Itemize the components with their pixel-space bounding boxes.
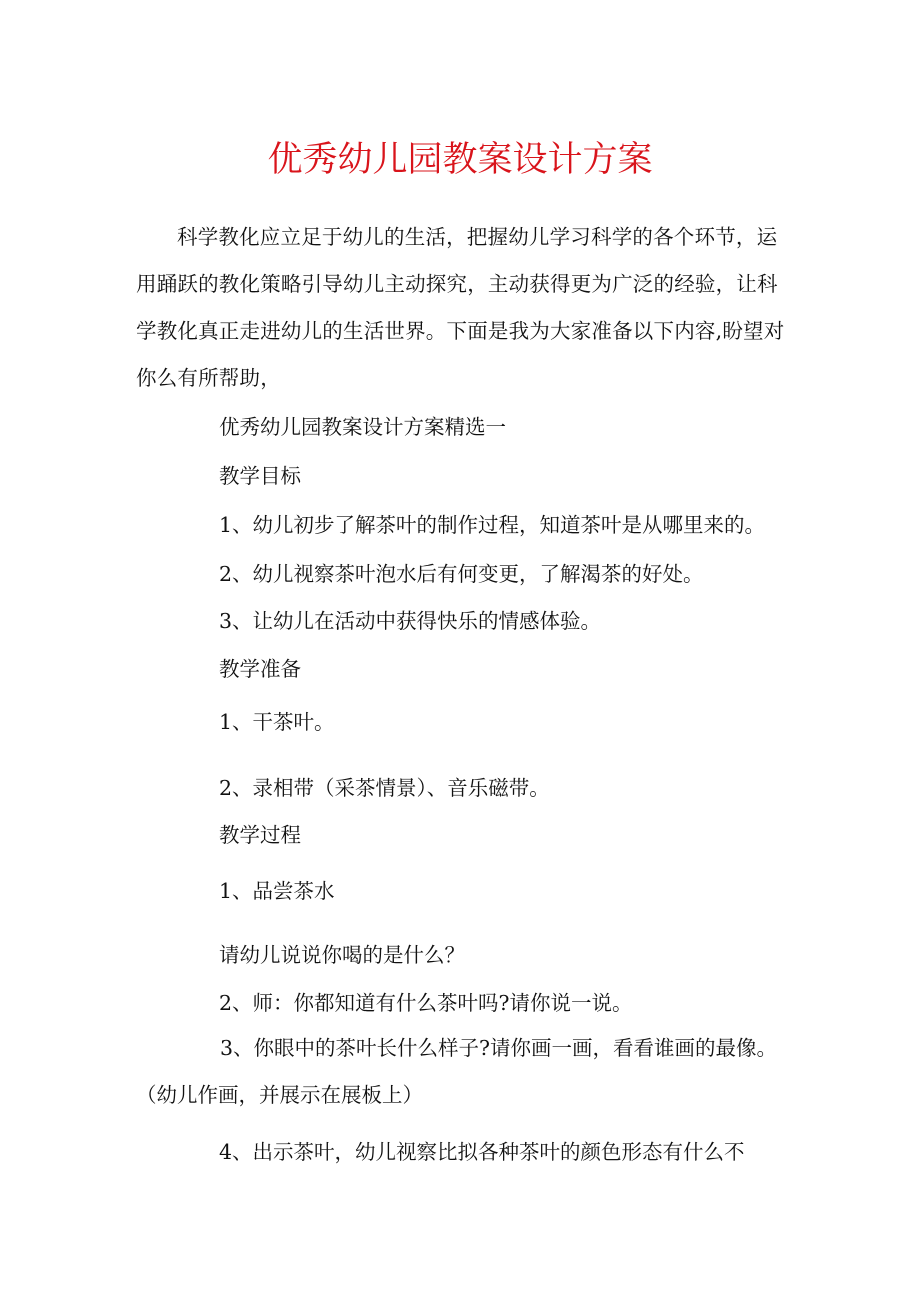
prep-item-1: 1、干茶叶。 xyxy=(219,710,335,734)
goal-item-2: 2、幼儿视察茶叶泡水后有何变更，了解渴茶的好处。 xyxy=(219,562,704,586)
goal-item-3: 3、让幼儿在活动中获得快乐的情感体验。 xyxy=(219,609,602,633)
process-step-3: 3、你眼中的茶叶长什么样子?请你画一画，看看谁画的最像。（幼儿作画，并展示在展板上） xyxy=(136,1036,778,1107)
document-title: 优秀幼儿园教案设计方案 xyxy=(267,140,653,180)
process-heading: 教学过程 xyxy=(219,823,301,847)
process-step-1: 1、品尝茶水 xyxy=(219,879,335,903)
intro-paragraph: 科学教化应立足于幼儿的生活，把握幼儿学习科学的各个环节，运用踊跃的教化策略引导幼儿主动探究，主动获得更为广泛的经验，让科学教化真正走进幼儿的生活世界。下面是我为大家准备以下内容,盼望对你么有所帮助， xyxy=(136,225,785,390)
prep-heading: 教学准备 xyxy=(219,657,301,681)
prep-item-2: 2、录相带（采茶情景）、音乐磁带。 xyxy=(219,776,550,800)
process-step-4: 4、出示茶叶，幼儿视察比拟各种茶叶的颜色形态有什么不 xyxy=(219,1140,745,1164)
goals-heading: 教学目标 xyxy=(219,464,301,488)
process-step-1-question: 请幼儿说说你喝的是什么？ xyxy=(219,943,465,967)
goal-item-1: 1、幼儿初步了解茶叶的制作过程，知道茶叶是从哪里来的。 xyxy=(219,513,766,537)
section-title: 优秀幼儿园教案设计方案精选一 xyxy=(219,415,506,439)
process-step-2: 2、师：你都知道有什么茶叶吗?请你说一说。 xyxy=(219,991,633,1015)
